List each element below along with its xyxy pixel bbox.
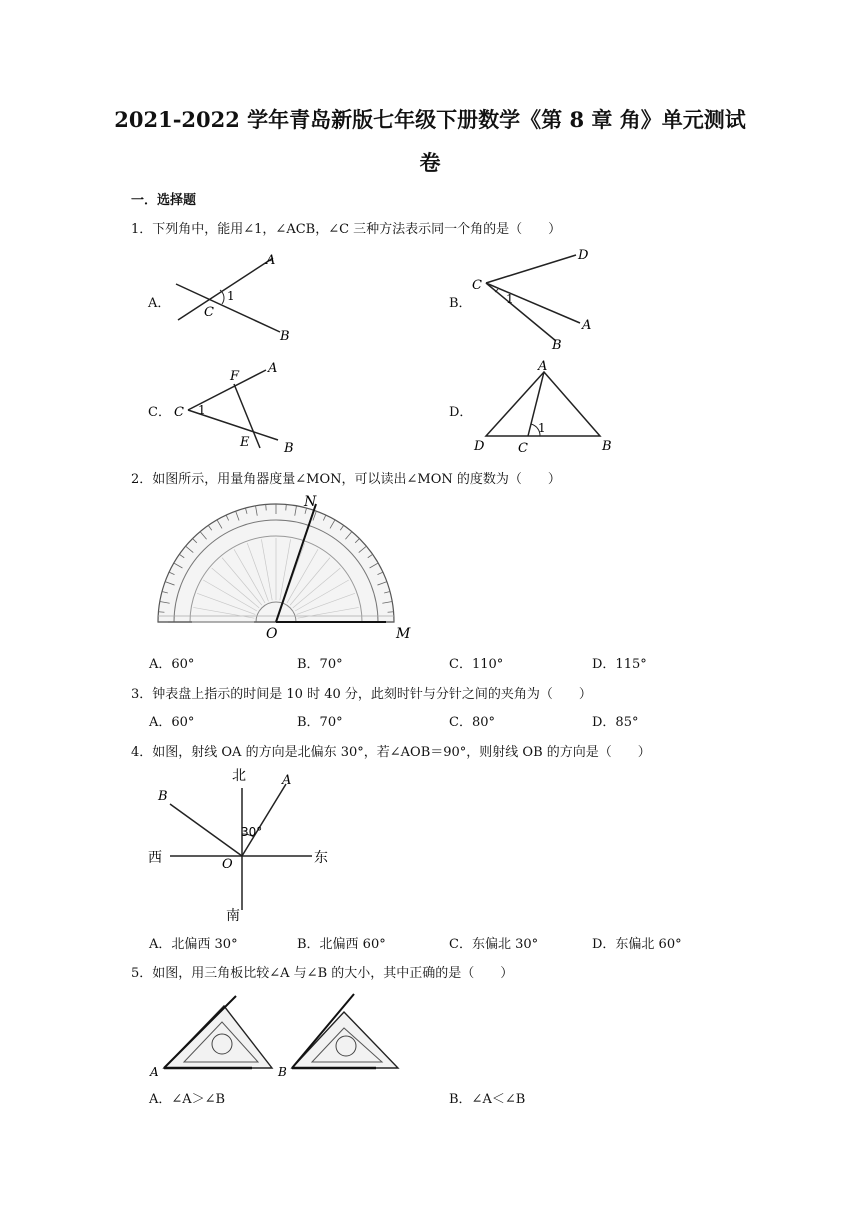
q1-option-b-label: B． xyxy=(449,296,472,311)
q3-option-c: C．80° xyxy=(449,715,495,730)
label-a: A xyxy=(282,773,292,788)
label-a: A xyxy=(268,361,278,376)
label-a: A xyxy=(582,318,592,333)
ray-ca xyxy=(486,283,580,323)
label-o: O xyxy=(222,857,233,872)
label-b: B xyxy=(552,338,562,353)
q1-option-d-figure xyxy=(468,358,618,458)
label-1: 1 xyxy=(227,289,235,303)
q5-option-a: A．∠A＞∠B xyxy=(149,1092,226,1107)
label-b: B xyxy=(280,329,290,344)
question-4-text: 4．如图，射线 OA 的方向是北偏东 30°，若∠AOB＝90°，则射线 OB 的方向是（ ） xyxy=(131,745,651,760)
label-c: C xyxy=(472,278,482,293)
protractor xyxy=(158,504,394,622)
label-a: A xyxy=(266,253,276,268)
document-title-line2: 卷 xyxy=(419,150,441,175)
q5-triangle-rulers-figure xyxy=(148,990,410,1080)
label-o: O xyxy=(266,626,278,642)
label-d: D xyxy=(578,248,589,263)
label-e: E xyxy=(240,435,250,450)
q1-option-c-figure xyxy=(168,360,308,460)
label-north: 北 xyxy=(232,768,246,784)
label-d: D xyxy=(474,439,485,454)
q3-option-d: D．85° xyxy=(592,715,639,730)
label-c: C xyxy=(204,305,214,320)
label-f: F xyxy=(230,369,240,384)
label-n: N xyxy=(304,494,317,510)
q2-option-a: A．60° xyxy=(149,657,195,672)
q3-option-a: A．60° xyxy=(149,715,195,730)
question-3-text: 3．钟表盘上指示的时间是 10 时 40 分，此刻时针与分针之间的夹角为（ ） xyxy=(131,687,592,702)
label-1: 1 xyxy=(198,403,206,417)
q2-option-d: D．115° xyxy=(592,657,647,672)
label-b: B xyxy=(278,1065,287,1079)
question-2-text: 2．如图所示，用量角器度量∠MON，可以读出∠MON 的度数为（ ） xyxy=(131,472,561,487)
q4-option-a: A．北偏西 30° xyxy=(149,937,238,952)
question-1-text: 1．下列角中，能用∠1，∠ACB，∠C 三种方法表示同一个角的是（ ） xyxy=(131,222,562,237)
q2-option-b: B．70° xyxy=(297,657,343,672)
label-east: 东 xyxy=(314,850,328,866)
q4-option-c: C．东偏北 30° xyxy=(449,937,539,952)
q2-protractor-figure xyxy=(148,494,418,644)
document-title-line1: 2021-2022 学年青岛新版七年级下册数学《第 8 章 角》单元测试 xyxy=(114,107,746,132)
q1-option-b-figure xyxy=(468,245,608,353)
q2-option-c: C．110° xyxy=(449,657,504,672)
q1-option-d-label: D． xyxy=(449,405,473,420)
label-a: A xyxy=(538,359,548,374)
q1-option-a-figure xyxy=(168,248,308,348)
ray-cd xyxy=(486,255,576,283)
q5-option-b: B．∠A＜∠B xyxy=(449,1092,526,1107)
ray-cb xyxy=(486,283,556,341)
set-square-b xyxy=(292,994,398,1068)
label-a: A xyxy=(150,1065,159,1079)
ray-oa xyxy=(242,784,286,856)
label-b: B xyxy=(284,441,294,456)
label-b: B xyxy=(602,439,612,454)
label-b: B xyxy=(158,789,168,804)
label-south: 南 xyxy=(226,908,240,924)
label-c: C xyxy=(174,405,184,420)
q4-direction-figure xyxy=(148,764,338,926)
ray-ob xyxy=(170,804,242,856)
label-1: 1 xyxy=(506,292,514,306)
question-5-text: 5．如图，用三角板比较∠A 与∠B 的大小，其中正确的是（ ） xyxy=(131,966,514,981)
label-m: M xyxy=(396,626,411,642)
q4-option-b: B．北偏西 60° xyxy=(297,937,386,952)
label-1: 1 xyxy=(538,421,546,435)
set-square-a xyxy=(164,996,272,1068)
label-30-degree: 30° xyxy=(241,825,263,839)
q1-option-a-label: A． xyxy=(148,296,171,311)
q1-option-c-label: C． xyxy=(148,405,171,420)
section-heading: 一．选择题 xyxy=(131,193,197,208)
q3-option-b: B．70° xyxy=(297,715,343,730)
label-c: C xyxy=(518,441,528,456)
ray-ca xyxy=(178,258,273,320)
label-west: 西 xyxy=(148,850,162,866)
q4-option-d: D．东偏北 60° xyxy=(592,937,682,952)
